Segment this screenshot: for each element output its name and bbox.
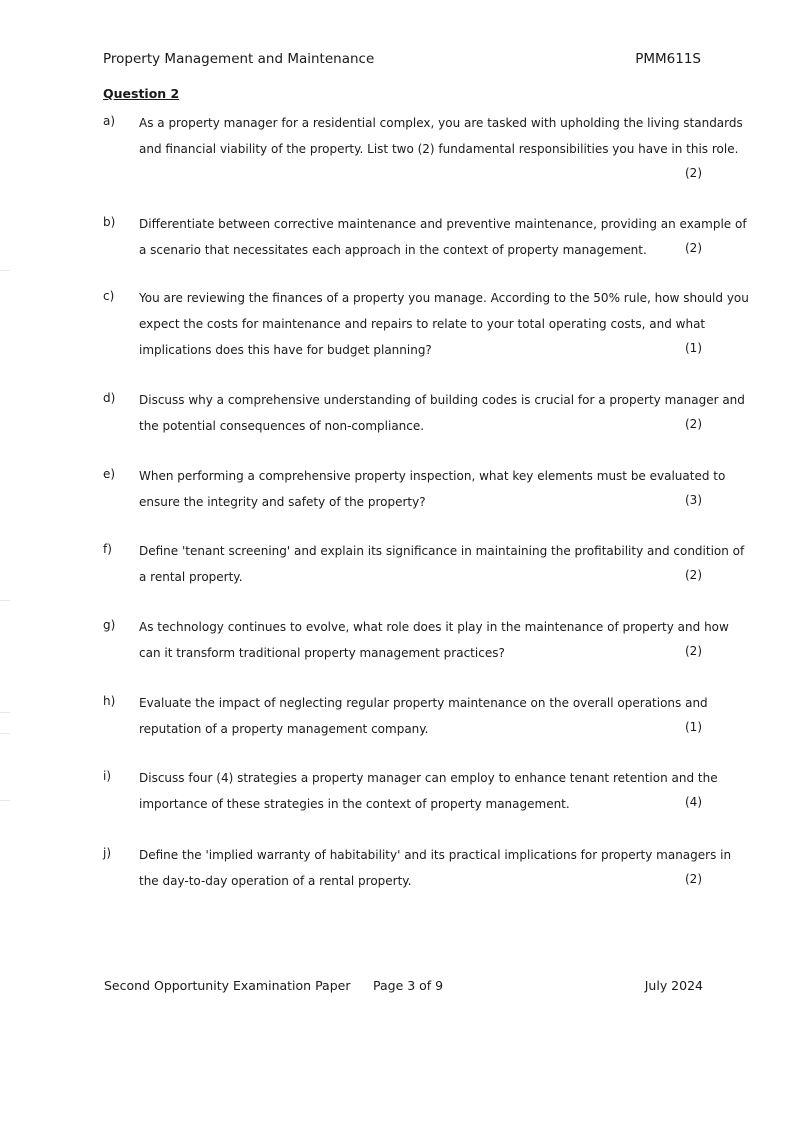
question-text-line: Evaluate the impact of neglecting regular property maintenance on the overall operations and xyxy=(139,696,708,710)
question-marks: (1) xyxy=(685,341,702,355)
question-letter: a) xyxy=(103,114,116,128)
footer-date: July 2024 xyxy=(644,978,703,993)
question-title: Question 2 xyxy=(103,86,180,101)
question-letter: i) xyxy=(103,769,112,783)
question-text-line: a rental property. xyxy=(139,570,243,584)
question-letter: e) xyxy=(103,467,116,481)
question-text-line: importance of these strategies in the context of property management. xyxy=(139,797,570,811)
scan-artifact xyxy=(0,733,10,734)
question-marks: (2) xyxy=(685,166,702,180)
question-marks: (2) xyxy=(685,417,702,431)
question-letter: d) xyxy=(103,391,116,405)
question-marks: (2) xyxy=(685,241,702,255)
question-marks: (3) xyxy=(685,493,702,507)
question-marks: (2) xyxy=(685,568,702,582)
question-text-line: the potential consequences of non-compliance. xyxy=(139,419,425,433)
footer-page-number: Page 3 of 9 xyxy=(373,978,444,993)
question-letter: b) xyxy=(103,215,116,229)
question-marks: (2) xyxy=(685,872,702,886)
question-marks: (2) xyxy=(685,644,702,658)
course-code: PMM611S xyxy=(635,51,701,67)
question-text-line: As a property manager for a residential complex, you are tasked with upholding the living standards xyxy=(139,116,743,130)
question-letter: f) xyxy=(103,542,112,556)
scan-artifact xyxy=(0,600,10,601)
question-text-line: ensure the integrity and safety of the property? xyxy=(139,495,426,509)
course-title: Property Management and Maintenance xyxy=(103,51,375,67)
scan-artifact xyxy=(0,800,10,801)
footer-paper-type: Second Opportunity Examination Paper xyxy=(104,978,351,993)
question-text-line: a scenario that necessitates each approach in the context of property management. xyxy=(139,243,647,257)
question-marks: (1) xyxy=(685,720,702,734)
question-letter: c) xyxy=(103,289,115,303)
question-text-line: and financial viability of the property. List two (2) fundamental responsibilities you have in this role. xyxy=(139,142,739,156)
question-text-line: Discuss four (4) strategies a property manager can employ to enhance tenant retention and the xyxy=(139,771,718,785)
question-text-line: implications does this have for budget planning? xyxy=(139,343,432,357)
scan-artifact xyxy=(0,712,10,713)
question-letter: g) xyxy=(103,618,116,632)
question-text-line: Define 'tenant screening' and explain its significance in maintaining the profitability and condition of xyxy=(139,544,745,558)
question-text-line: Differentiate between corrective maintenance and preventive maintenance, providing an example of xyxy=(139,217,747,231)
question-text-line: expect the costs for maintenance and repairs to relate to your total operating costs, and what xyxy=(139,317,706,331)
question-letter: j) xyxy=(103,846,112,860)
question-text-line: As technology continues to evolve, what role does it play in the maintenance of property and how xyxy=(139,620,729,634)
question-text-line: Define the 'implied warranty of habitability' and its practical implications for property managers in xyxy=(139,848,732,862)
question-text-line: You are reviewing the finances of a property you manage. According to the 50% rule, how should you xyxy=(139,291,749,305)
question-text-line: Discuss why a comprehensive understanding of building codes is crucial for a property manager and xyxy=(139,393,745,407)
question-text-line: can it transform traditional property management practices? xyxy=(139,646,505,660)
question-text-line: reputation of a property management company. xyxy=(139,722,429,736)
question-marks: (4) xyxy=(685,795,702,809)
question-text-line: When performing a comprehensive property inspection, what key elements must be evaluated to xyxy=(139,469,726,483)
question-letter: h) xyxy=(103,694,116,708)
question-text-line: the day-to-day operation of a rental property. xyxy=(139,874,412,888)
scan-artifact xyxy=(0,270,10,271)
